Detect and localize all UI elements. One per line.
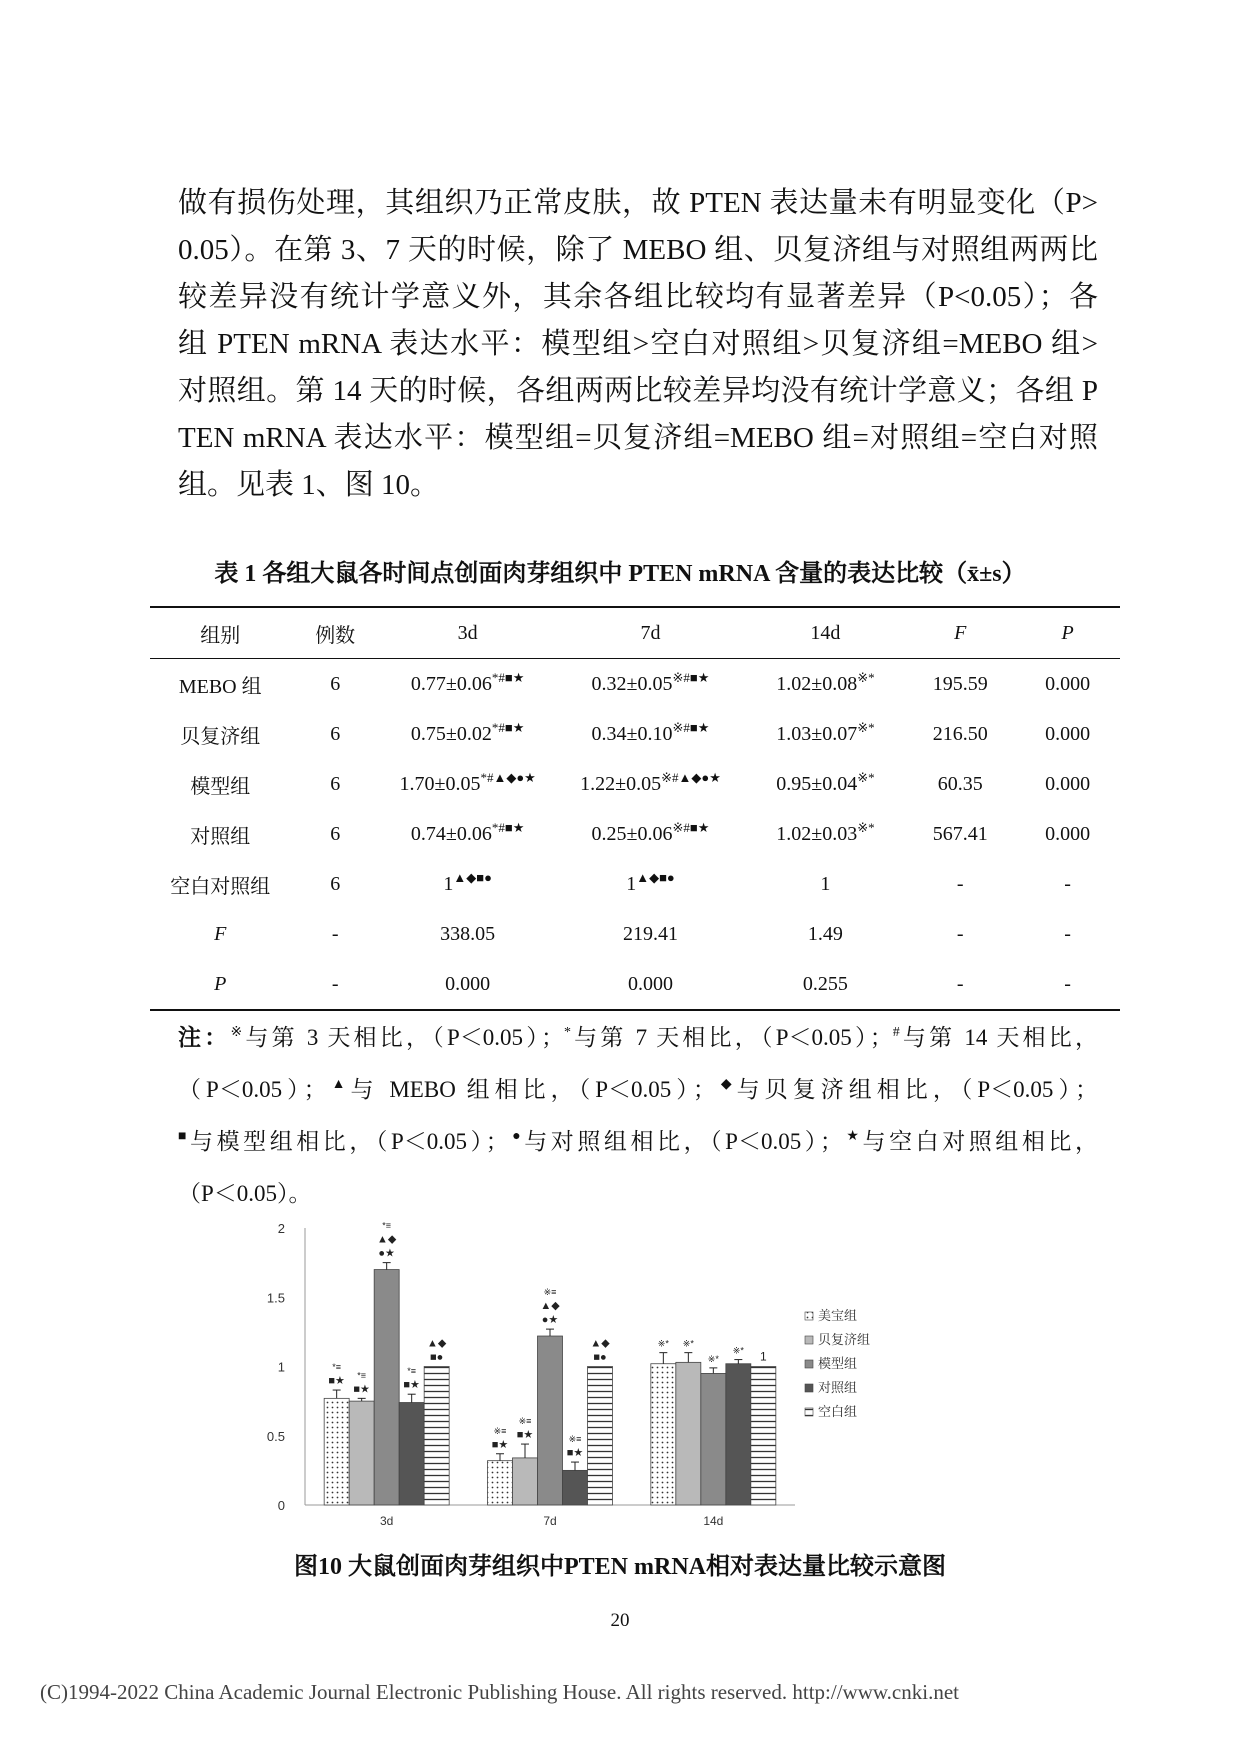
bar-significance-label: ▲◆	[590, 1337, 610, 1350]
note-text: 与 MEBO 组相比，（P＜0.05）；	[350, 1077, 716, 1102]
page-number: 20	[610, 1610, 630, 1631]
bar	[538, 1336, 563, 1505]
table-cell: 1▲◆■●	[626, 869, 675, 895]
table-cell: 1.49	[807, 922, 843, 945]
bar	[374, 1270, 399, 1505]
bar-significance-label: ※≡	[568, 1434, 582, 1445]
table-row	[150, 659, 1120, 710]
table-cell: 空白对照组	[170, 875, 271, 898]
bar	[651, 1364, 676, 1505]
table-cell: 6	[330, 822, 341, 845]
significance-marks: ※#■★	[672, 719, 710, 735]
bar	[513, 1458, 538, 1505]
table-cell: 216.50	[932, 722, 988, 745]
legend-label: 模型组	[818, 1356, 858, 1371]
body-line: 0.05）。在第 3、7 天的时候，除了 MEBO 组、贝复济组与对照组两两比	[178, 234, 1098, 266]
bar-significance-label: ■★	[491, 1438, 509, 1451]
table-cell: -	[956, 972, 964, 995]
body-paragraph	[178, 180, 1098, 509]
y-tick-label: 0	[277, 1498, 285, 1513]
bar	[488, 1461, 513, 1505]
note-text: 与贝复济组相比，（P＜0.05）；	[736, 1077, 1098, 1102]
significance-marks: ※#■★	[672, 669, 710, 685]
note-mark: ●	[508, 1129, 525, 1144]
note-mark: ◆	[715, 1077, 737, 1092]
bar-significance-label: ■●	[593, 1351, 607, 1364]
note-text: 与空白对照组相比，	[862, 1129, 1098, 1154]
table-cell: -	[331, 922, 339, 945]
table-cell: 贝复济组	[180, 725, 261, 748]
table-cell: P	[214, 972, 227, 995]
significance-marks: *#▲◆●★	[480, 769, 536, 785]
bar-significance-label: ▲◆	[426, 1337, 447, 1350]
y-tick-label: 1	[277, 1359, 285, 1375]
table-cell: MEBO 组	[178, 675, 262, 698]
table-cell: 0.000	[1045, 822, 1091, 845]
significance-marks: ▲◆■●	[453, 869, 492, 885]
bar	[424, 1367, 449, 1506]
bar-significance-label: ●★	[378, 1247, 395, 1260]
table-cell: 60.35	[937, 772, 983, 795]
table-row	[150, 959, 1120, 1010]
significance-marks: ※*	[857, 719, 875, 735]
x-tick-label: 7d	[543, 1514, 557, 1528]
y-tick-label: 2	[277, 1221, 285, 1236]
table-cell: 0.34±0.10※#■★	[591, 719, 710, 745]
legend-label: 美宝组	[818, 1308, 858, 1323]
bar-significance-label: ※≡	[493, 1425, 507, 1436]
table-cell: -	[956, 922, 964, 945]
bar-significance-label: ▲◆	[376, 1233, 397, 1246]
table-cell: 567.41	[932, 822, 988, 845]
bar-significance-label: *≡	[332, 1362, 342, 1373]
note-mark: ★	[842, 1129, 863, 1144]
bar-significance-label: ※*	[682, 1338, 694, 1349]
table-cell: 6	[330, 722, 341, 745]
table-cell: 0.000	[1045, 772, 1091, 795]
bar-significance-label: ※*	[657, 1338, 669, 1349]
significance-marks: *#■★	[491, 719, 525, 735]
significance-marks: *#■★	[491, 669, 525, 685]
table-cell: F	[214, 922, 227, 945]
table-cell: 0.25±0.06※#■★	[591, 819, 710, 845]
table-cell: 1.02±0.03※*	[776, 819, 875, 845]
bar-significance-label: 1	[759, 1349, 767, 1364]
table-cell: 1▲◆■●	[443, 869, 492, 895]
header-7d: 7d	[640, 621, 661, 644]
bar-significance-label: ■★	[403, 1379, 420, 1392]
legend-swatch	[805, 1408, 813, 1416]
table-note	[178, 1012, 1098, 1220]
note-mark: ■	[178, 1129, 191, 1144]
header-p: P	[1061, 621, 1074, 644]
note-mark: ▲	[326, 1077, 351, 1092]
header-f: F	[954, 621, 967, 644]
legend-swatch	[805, 1312, 813, 1320]
table-row	[150, 759, 1120, 809]
note-text: 与第 3 天相比，（P＜0.05）；	[245, 1025, 564, 1050]
table-cell: 195.59	[932, 672, 988, 695]
table-cell: 0.000	[1045, 672, 1091, 695]
note-line	[178, 1116, 1098, 1168]
bar-significance-label: *≡	[357, 1370, 367, 1381]
bar-significance-label: ■★	[353, 1383, 370, 1396]
table-cell: 0.000	[445, 972, 491, 995]
x-tick-label: 14d	[703, 1514, 724, 1528]
header-group: 组别	[200, 624, 241, 647]
header-3d: 3d	[457, 621, 478, 644]
table-cell: 6	[330, 772, 341, 795]
table-cell: -	[331, 972, 339, 995]
body-line: TEN mRNA 表达水平：模型组=贝复济组=MEBO 组=对照组=空白对照	[178, 422, 1098, 454]
y-tick-label: 1.5	[266, 1290, 285, 1306]
note-text: 与第 14 天相比，	[899, 1025, 1099, 1050]
bar	[399, 1403, 424, 1505]
bar	[324, 1398, 349, 1505]
figure-caption: 图10 大鼠创面肉芽组织中PTEN mRNA相对表达量比较示意图	[294, 1554, 946, 1580]
note-line	[178, 1064, 1098, 1116]
table-cell: 0.32±0.05※#■★	[591, 669, 710, 695]
bar	[676, 1362, 701, 1505]
table-cell: 0.95±0.04※*	[776, 769, 875, 795]
bar-significance-label: ■★	[516, 1429, 534, 1442]
bar	[701, 1373, 726, 1505]
body-line: 较差异没有统计学意义外，其余各组比较均有显著差异（P<0.05）；各	[178, 281, 1098, 313]
note-text: （P＜0.05）；	[178, 1077, 327, 1102]
note-text: 与对照组相比，（P＜0.05）；	[524, 1129, 843, 1154]
table-cell: 1.22±0.05※#▲◆●★	[580, 769, 721, 795]
bar	[588, 1367, 613, 1506]
table-cell: -	[1064, 872, 1071, 895]
bar-significance-label: *≡	[407, 1366, 417, 1377]
table-cell: 1.02±0.08※*	[776, 669, 875, 695]
note-mark: *	[563, 1025, 571, 1040]
table-cell: 338.05	[440, 922, 496, 945]
significance-marks: ※*	[857, 769, 875, 785]
bar-significance-label: ■★	[328, 1375, 345, 1388]
significance-marks: ※#■★	[672, 819, 710, 835]
body-line: 组。见表 1、图 10。	[178, 469, 440, 501]
note-text: 与模型组相比，（P＜0.05）；	[190, 1129, 509, 1154]
table-cell: 6	[330, 872, 341, 895]
x-tick-label: 3d	[379, 1514, 394, 1528]
significance-marks: ※*	[857, 819, 875, 835]
table-cell: 0.74±0.06*#■★	[410, 819, 525, 845]
table-cell: 219.41	[623, 922, 678, 945]
table-cell: 1.03±0.07※*	[776, 719, 875, 745]
table-row	[150, 859, 1120, 909]
body-line: 组 PTEN mRNA 表达水平：模型组>空白对照组>贝复济组=MEBO 组>	[178, 328, 1098, 360]
significance-marks: ※*	[857, 669, 875, 685]
bar-chart	[260, 1210, 1020, 1540]
table-row	[150, 809, 1120, 859]
body-line: 对照组。第 14 天的时候，各组两两比较差异均没有统计学意义；各组 P	[178, 375, 1098, 407]
bar-significance-label: ■★	[566, 1447, 584, 1460]
bar-significance-label: ※≡	[518, 1416, 532, 1427]
results-table	[150, 606, 1120, 1011]
table-cell: 1	[820, 872, 831, 895]
bar-significance-label: *≡	[382, 1220, 392, 1231]
bar	[751, 1367, 776, 1506]
bar-significance-label: ※≡	[543, 1287, 557, 1298]
table-cell: -	[956, 872, 964, 895]
table-cell: 1.70±0.05*#▲◆●★	[399, 769, 536, 795]
significance-marks: *#■★	[491, 819, 525, 835]
bar-significance-label: ●★	[541, 1314, 559, 1327]
y-tick-label: 0.5	[266, 1428, 285, 1444]
table-cell: 0.77±0.06*#■★	[410, 669, 525, 695]
body-line: 做有损伤处理，其组织乃正常皮肤，故 PTEN 表达量未有明显变化（P>	[178, 187, 1098, 219]
bar-significance-label: ※*	[732, 1345, 744, 1356]
header-14d: 14d	[810, 621, 841, 644]
table-cell: -	[1064, 972, 1071, 995]
legend-label: 空白组	[818, 1404, 858, 1419]
note-text: 注：	[178, 1025, 231, 1050]
bar	[349, 1401, 374, 1505]
bar-significance-label: ▲◆	[540, 1300, 560, 1313]
legend-swatch	[805, 1384, 813, 1392]
table-title: 表 1 各组大鼠各时间点创面肉芽组织中 PTEN mRNA 含量的表达比较（x̄±s）	[214, 561, 1026, 587]
copyright-footer: (C)1994-2022 China Academic Journal Electronic Publishing House. All rights reserved. http://www.cnki.net	[40, 1680, 959, 1704]
legend-swatch	[805, 1336, 813, 1344]
note-text: （P＜0.05）。	[178, 1181, 312, 1206]
table-cell: 模型组	[190, 775, 251, 798]
table-cell: 0.000	[628, 972, 673, 995]
note-mark: ※	[230, 1025, 246, 1040]
table-cell: 0.000	[1045, 722, 1091, 745]
table-cell: 6	[330, 672, 341, 695]
significance-marks: ▲◆■●	[636, 869, 675, 885]
bar-significance-label: ※*	[707, 1353, 719, 1364]
table-cell: -	[1064, 922, 1071, 945]
table-header-row	[150, 607, 1120, 659]
table-row	[150, 909, 1120, 959]
table-cell: 对照组	[190, 825, 251, 848]
significance-marks: ※#▲◆●★	[661, 769, 721, 785]
table-cell: 0.255	[802, 972, 848, 995]
header-n: 例数	[315, 624, 356, 647]
note-text: 与第 7 天相比，（P＜0.05）；	[570, 1025, 893, 1050]
legend-label: 对照组	[818, 1380, 858, 1395]
table-cell: 0.75±0.02*#■★	[410, 719, 525, 745]
bar	[726, 1364, 751, 1505]
legend-swatch	[805, 1360, 813, 1368]
legend-label: 贝复济组	[818, 1332, 871, 1347]
table-row	[150, 709, 1120, 759]
note-mark: #	[892, 1025, 900, 1040]
note-line	[178, 1012, 1098, 1064]
bar-significance-label: ■●	[430, 1351, 444, 1364]
bar	[563, 1470, 588, 1505]
